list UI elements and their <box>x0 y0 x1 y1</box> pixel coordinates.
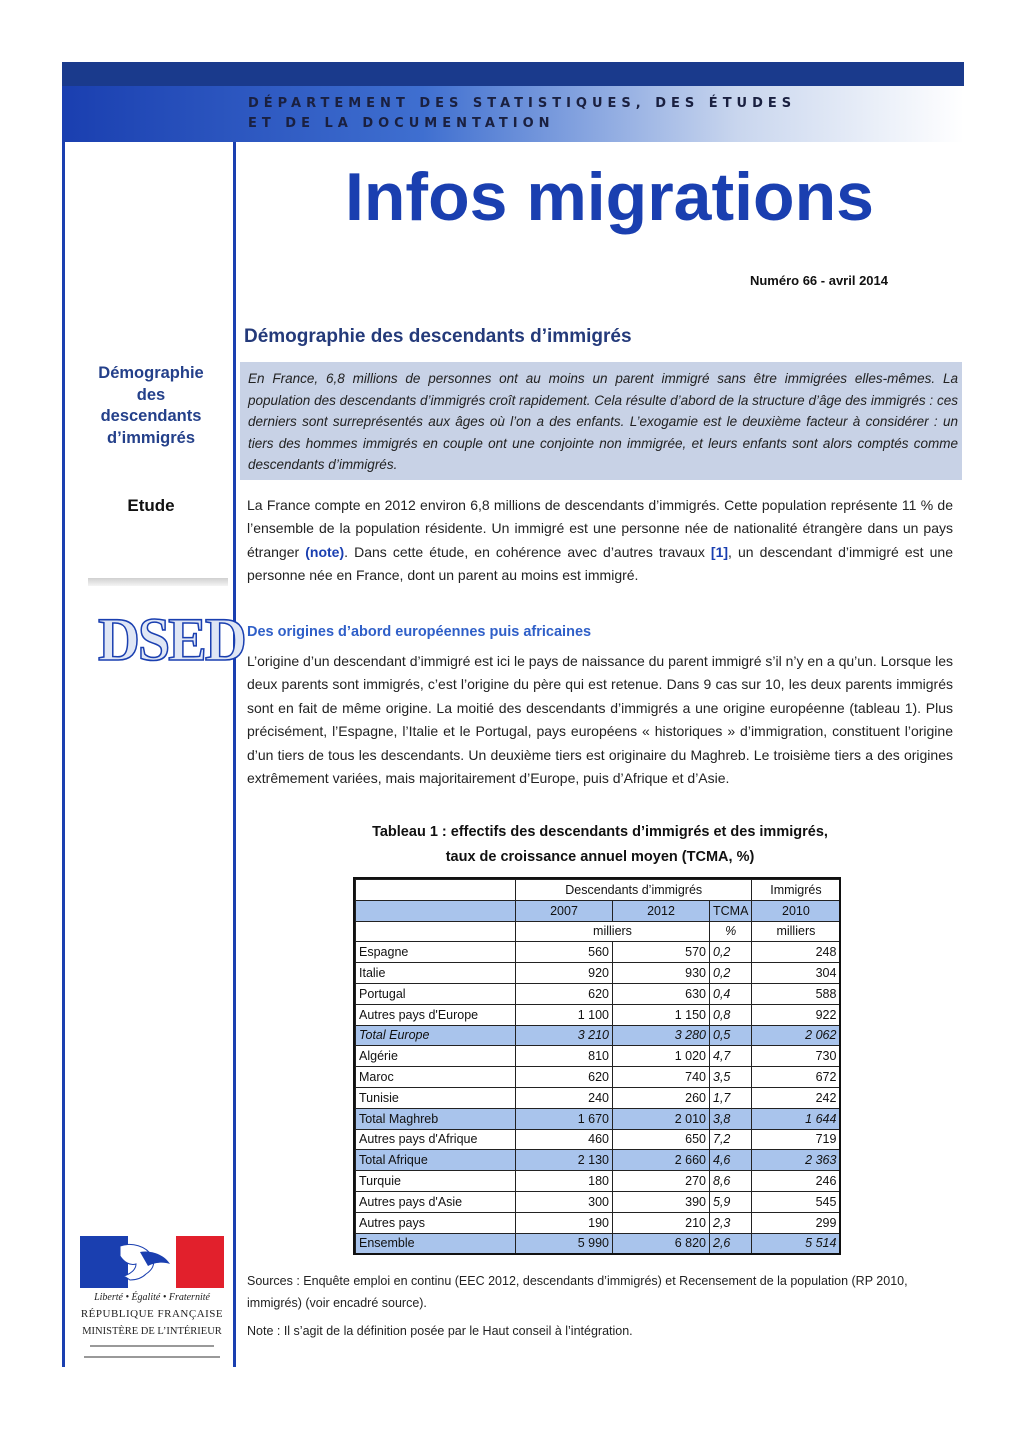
ministry-name: MINISTÈRE DE L’INTÉRIEUR <box>82 1326 222 1337</box>
table-cell-origin: Maroc <box>356 1067 516 1088</box>
table-cell-origin: Total Afrique <box>356 1150 516 1171</box>
table-cell-immigrants-2010: 672 <box>752 1067 840 1088</box>
table-cell-2012: 210 <box>613 1212 710 1233</box>
dsed-logo: DSED <box>98 605 245 674</box>
table-row <box>356 1129 840 1150</box>
department-line-2: ET DE LA DOCUMENTATION <box>248 116 555 131</box>
issue-number: Numéro 66 - avril 2014 <box>749 273 888 288</box>
intro-text: . Dans cette étude, en cohérence avec d’autres travaux <box>344 543 711 560</box>
marianne-logo <box>80 1236 224 1288</box>
table-cell-2012: 930 <box>613 963 710 984</box>
table-cell-tcma: 0,4 <box>710 983 752 1004</box>
table-cell-immigrants-2010: 246 <box>752 1171 840 1192</box>
table-cell-immigrants-2010: 730 <box>752 1046 840 1067</box>
table-sources: Sources : Enquête emploi en continu (EEC 2012, descendants d’immigrés) et Recensement de la population (RP 2010, immigrés) (voir encadré source). <box>247 1274 908 1310</box>
sidebar-topic-line: Démographie <box>98 364 204 382</box>
table-row <box>356 1087 840 1108</box>
table-cell-origin: Total Maghreb <box>356 1108 516 1129</box>
table-header-2012: 2012 <box>613 900 710 921</box>
table-cell-tcma: 8,6 <box>710 1171 752 1192</box>
table-cell-immigrants-2010: 545 <box>752 1191 840 1212</box>
table-row <box>356 1233 840 1254</box>
table-cell-2007: 620 <box>516 983 613 1004</box>
table-cell-2007: 180 <box>516 1171 613 1192</box>
table-cell-tcma: 0,2 <box>710 942 752 963</box>
table-cell-origin: Italie <box>356 963 516 984</box>
table-row <box>356 1150 840 1171</box>
abstract-text: En France, 6,8 millions de personnes ont au moins un parent immigré sans être immigrées elles-mêmes. La population des descendants d’immigrés croît rapidement. Cela résulte d’abord de la structure d’âge des immigrés : ces derniers sont surreprésentés aux âges où l’on a des enfants. L’exogamie est le deuxième facteur à considérer : un tiers des hommes immigrés en couple ont une conjointe non immigrée, et leurs enfants sont alors comptés comme descendants d’immigrés. <box>248 371 958 472</box>
table-cell-origin: Autres pays d'Asie <box>356 1191 516 1212</box>
table-cell-origin: Algérie <box>356 1046 516 1067</box>
table-cell-2007: 810 <box>516 1046 613 1067</box>
table-header-empty <box>356 921 516 942</box>
flag-red-band <box>176 1236 224 1288</box>
table-header-empty <box>356 880 516 901</box>
table-cell-2007: 920 <box>516 963 613 984</box>
table-row <box>356 1004 840 1025</box>
left-border-line <box>62 142 65 1367</box>
table-header-tcma: TCMA <box>710 900 752 921</box>
table-cell-immigrants-2010: 2 363 <box>752 1150 840 1171</box>
column-divider-line <box>233 142 236 1367</box>
table-cell-2012: 740 <box>613 1067 710 1088</box>
table-cell-tcma: 0,2 <box>710 963 752 984</box>
table-caption-line-2: taux de croissance annuel moyen (TCMA, %) <box>445 849 755 865</box>
table-cell-2012: 630 <box>613 983 710 1004</box>
table-cell-immigrants-2010: 242 <box>752 1087 840 1108</box>
table-unit-descendants: milliers <box>516 921 710 942</box>
table-cell-tcma: 4,7 <box>710 1046 752 1067</box>
table-cell-origin: Espagne <box>356 942 516 963</box>
table-cell-origin: Total Europe <box>356 1025 516 1046</box>
table-row <box>356 1067 840 1088</box>
table-group-header-row <box>356 880 840 901</box>
republic-motto: Liberté • Égalité • Fraternité <box>94 1292 210 1303</box>
table-year-header-row <box>356 900 840 921</box>
sidebar-divider <box>88 578 228 586</box>
table-cell-2012: 390 <box>613 1191 710 1212</box>
table-cell-2012: 570 <box>613 942 710 963</box>
descendants-table <box>355 879 840 1254</box>
table-row <box>356 1191 840 1212</box>
sidebar-topic-line: descendants <box>100 407 202 425</box>
table-cell-2012: 270 <box>613 1171 710 1192</box>
table-header-immigrants: Immigrés <box>752 880 840 901</box>
table-row <box>356 1171 840 1192</box>
table-cell-origin: Turquie <box>356 1171 516 1192</box>
table-cell-immigrants-2010: 2 062 <box>752 1025 840 1046</box>
table-cell-2007: 620 <box>516 1067 613 1088</box>
intro-text: , un descendant d’immigré est une personne née en France, dont un parent au moins est immigré. <box>247 543 953 584</box>
table-header-empty <box>356 900 516 921</box>
table-cell-origin: Autres pays d'Europe <box>356 1004 516 1025</box>
table-caption <box>247 820 953 870</box>
intro-paragraph <box>247 494 953 588</box>
table-row <box>356 983 840 1004</box>
article-type: Etude <box>127 496 175 515</box>
table-row <box>356 1046 840 1067</box>
table-cell-origin: Autres pays <box>356 1212 516 1233</box>
table-row <box>356 1108 840 1129</box>
publication-title: Infos migrations <box>345 159 874 235</box>
table-cell-2007: 2 130 <box>516 1150 613 1171</box>
table-cell-2007: 3 210 <box>516 1025 613 1046</box>
table-caption-line-1: Tableau 1 : effectifs des descendants d’immigrés et des immigrés, <box>372 824 828 840</box>
table-cell-tcma: 3,5 <box>710 1067 752 1088</box>
table-cell-tcma: 2,6 <box>710 1233 752 1254</box>
article-heading: Démographie des descendants d’immigrés <box>244 326 632 347</box>
table-cell-2012: 260 <box>613 1087 710 1108</box>
ministry-subline <box>90 1345 214 1347</box>
table-cell-origin: Autres pays d'Afrique <box>356 1129 516 1150</box>
table-header-2007: 2007 <box>516 900 613 921</box>
table-cell-2007: 1 670 <box>516 1108 613 1129</box>
table-unit-row <box>356 921 840 942</box>
table-cell-immigrants-2010: 588 <box>752 983 840 1004</box>
table-cell-2012: 3 280 <box>613 1025 710 1046</box>
table-cell-tcma: 3,8 <box>710 1108 752 1129</box>
table-cell-immigrants-2010: 1 644 <box>752 1108 840 1129</box>
table-cell-tcma: 2,3 <box>710 1212 752 1233</box>
table-header-descendants: Descendants d’immigrés <box>516 880 752 901</box>
table-cell-tcma: 1,7 <box>710 1087 752 1108</box>
table-row <box>356 963 840 984</box>
sidebar-topic-line: des <box>136 385 166 404</box>
table-cell-origin: Tunisie <box>356 1087 516 1108</box>
table-cell-2012: 2 010 <box>613 1108 710 1129</box>
sidebar-topic <box>78 363 224 449</box>
table-cell-2012: 2 660 <box>613 1150 710 1171</box>
table-cell-immigrants-2010: 299 <box>752 1212 840 1233</box>
intro-text: La France compte en 2012 environ 6,8 millions de descendants d’immigrés. Cette population représente 11 % de l’ensemble de la population résidente. Un immigré est une personne née de nationalité étrangère dans un pays étranger <box>247 497 953 560</box>
top-bar <box>62 62 964 86</box>
table-cell-2007: 1 100 <box>516 1004 613 1025</box>
table-header-2010: 2010 <box>752 900 840 921</box>
table-cell-immigrants-2010: 304 <box>752 963 840 984</box>
table-row <box>356 942 840 963</box>
table-cell-2012: 1 150 <box>613 1004 710 1025</box>
ministry-subline <box>84 1356 220 1358</box>
table-cell-tcma: 5,9 <box>710 1191 752 1212</box>
table-cell-tcma: 4,6 <box>710 1150 752 1171</box>
table-cell-2007: 190 <box>516 1212 613 1233</box>
republic-name: RÉPUBLIQUE FRANÇAISE <box>80 1308 224 1320</box>
table-cell-2007: 560 <box>516 942 613 963</box>
section-subheading: Des origines d’abord européennes puis africaines <box>247 624 592 640</box>
table-cell-2007: 240 <box>516 1087 613 1108</box>
table-cell-immigrants-2010: 5 514 <box>752 1233 840 1254</box>
department-name <box>248 94 796 134</box>
table-cell-origin: Ensemble <box>356 1233 516 1254</box>
table-cell-tcma: 0,5 <box>710 1025 752 1046</box>
department-line-1: DÉPARTEMENT DES STATISTIQUES, DES ÉTUDES <box>248 96 797 111</box>
table-cell-2007: 460 <box>516 1129 613 1150</box>
table-cell-2007: 300 <box>516 1191 613 1212</box>
table-cell-origin: Portugal <box>356 983 516 1004</box>
table-cell-2012: 6 820 <box>613 1233 710 1254</box>
note-reference-link[interactable]: (note) <box>305 543 345 560</box>
table-cell-tcma: 0,8 <box>710 1004 752 1025</box>
table-cell-2012: 650 <box>613 1129 710 1150</box>
origins-paragraph: L’origine d’un descendant d’immigré est ici le pays de naissance du parent immigré s’il n’y en a qu’un. Lorsque les deux parents sont immigrés, c’est l’origine du père qui est retenue. Dans 9 cas sur 10, les deux parents immigrés sont en fait de même origine. La moitié des descendants d’immigrés a une origine européenne (tableau 1). Plus précisément, l’Espagne, l’Italie et le Portugal, pays européens « historiques » d’immigration, constituent l’origine d’un tiers de tous les descendants. Un deuxième tiers est originaire du Maghreb. Le troisième tiers a des origines extrêmement variées, mais majoritairement d’Europe, puis d’Afrique et d’Asie. <box>247 653 953 787</box>
flag-blue-band <box>80 1236 128 1288</box>
table-row <box>356 1025 840 1046</box>
table-cell-2007: 5 990 <box>516 1233 613 1254</box>
table-cell-2012: 1 020 <box>613 1046 710 1067</box>
table-unit-immigrants: milliers <box>752 921 840 942</box>
table-cell-immigrants-2010: 719 <box>752 1129 840 1150</box>
table-unit-tcma: % <box>710 921 752 942</box>
definition-note: Note : Il s’agit de la définition posée par le Haut conseil à l’intégration. <box>247 1324 633 1338</box>
table-cell-tcma: 7,2 <box>710 1129 752 1150</box>
sidebar-topic-line: d’immigrés <box>106 428 196 447</box>
reference-1-link[interactable]: [1] <box>710 543 729 560</box>
table-cell-immigrants-2010: 248 <box>752 942 840 963</box>
table-row <box>356 1212 840 1233</box>
table-cell-immigrants-2010: 922 <box>752 1004 840 1025</box>
